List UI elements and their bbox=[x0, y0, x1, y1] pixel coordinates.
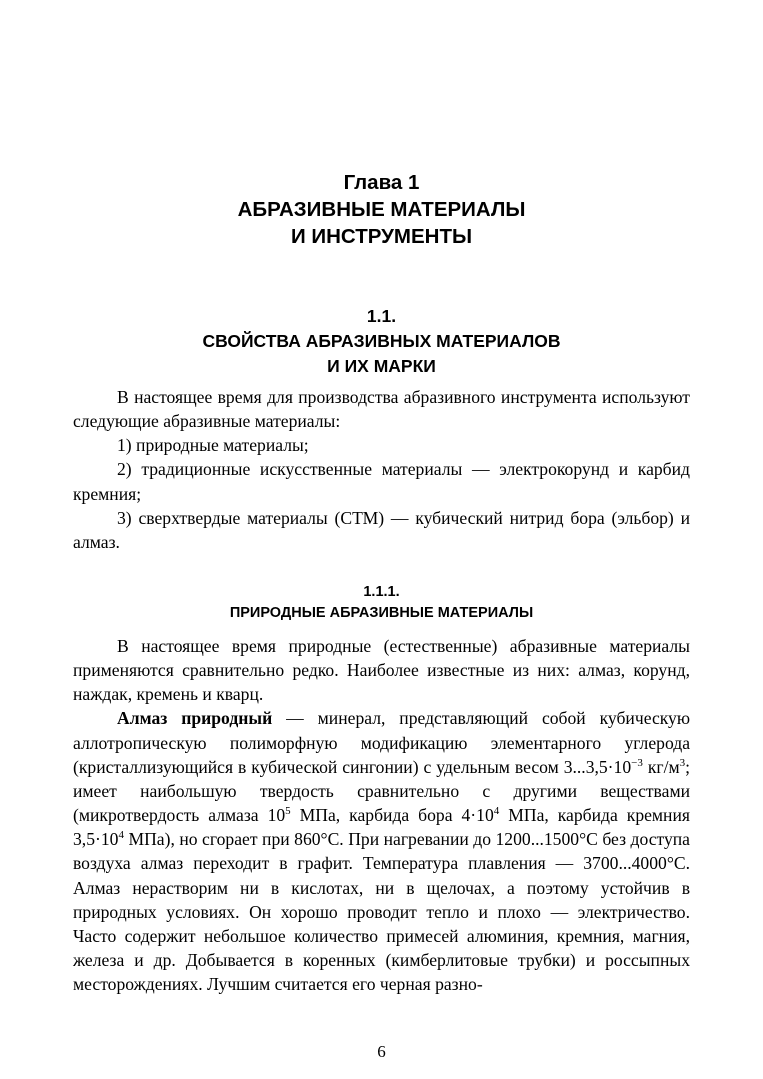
book-page bbox=[73, 0, 690, 1079]
subsection-heading bbox=[73, 582, 690, 624]
diamond-sup-4: 4 bbox=[493, 805, 500, 818]
intro-paragraph: В настоящее время для производства абразивного инструмента используют следующие абразивные материалы: bbox=[73, 387, 690, 432]
body-paragraph-diamond bbox=[73, 706, 690, 996]
diamond-text-1: — минерал, представляющий собой кубическую аллотропическую полиморфную модификацию элементарного углерода (кристаллизующийся в кубической сингонии) с удельным весом 3...3,5·10 bbox=[73, 708, 690, 777]
body-paragraph-natural-materials: В настоящее время природные (естественные) абразивные материалы применяются сравнительно редко. Наиболее известные из них: алмаз, корунд, наждак, кремень и кварц. bbox=[73, 636, 690, 705]
section-heading bbox=[73, 304, 690, 379]
section-number: 1.1. bbox=[366, 306, 397, 326]
page-number: 6 bbox=[377, 1042, 386, 1061]
list-item-traditional: 2) традиционные искусственные материалы — электрокорунд и карбид кремния; bbox=[73, 459, 690, 504]
intro-text bbox=[73, 385, 690, 554]
chapter-heading bbox=[73, 169, 690, 250]
list-item-superhard: 3) сверхтвердые материалы (СТМ) — кубический нитрид бора (эльбор) и алмаз. bbox=[73, 507, 690, 552]
section-title-line-2: И ИХ МАРКИ bbox=[327, 356, 436, 376]
diamond-sup-5: 4 bbox=[118, 829, 124, 842]
list-item-natural: 1) природные материалы; bbox=[117, 435, 309, 456]
chapter-label: Глава 1 bbox=[343, 171, 420, 194]
section-title-line-1: СВОЙСТВА АБРАЗИВНЫХ МАТЕРИАЛОВ bbox=[202, 331, 561, 351]
chapter-title-line-2: И ИНСТРУМЕНТЫ bbox=[290, 225, 473, 248]
chapter-title-line-1: АБРАЗИВНЫЕ МАТЕРИАЛЫ bbox=[237, 198, 526, 221]
diamond-term: Алмаз природный bbox=[117, 708, 273, 729]
subsection-title: ПРИРОДНЫЕ АБРАЗИВНЫЕ МАТЕРИАЛЫ bbox=[229, 605, 534, 621]
diamond-text-3: ; имеет наибольшую твердость сравнительно с другими веществами (микротвердость алмаза 10 bbox=[73, 756, 690, 826]
diamond-sup-1: −3 bbox=[631, 756, 643, 769]
diamond-text-4: МПа, карбида бора 4·10 bbox=[290, 805, 494, 826]
subsection-number: 1.1.1. bbox=[363, 584, 400, 600]
body-text bbox=[73, 634, 690, 996]
diamond-sup-3: 5 bbox=[285, 805, 291, 818]
diamond-sup-2: 3 bbox=[679, 756, 686, 769]
diamond-text-2: кг/м bbox=[642, 756, 680, 777]
diamond-text-5: МПа, карбида кремния 3,5·10 bbox=[73, 805, 690, 850]
diamond-text-6: МПа), но сгорает при 860°С. При нагревании до 1200...1500°С без доступа воздуха алмаз переходит в графит. Температура плавления — 3700...4000°С. Алмаз нерастворим ни в кислотах, ни в щелочах, а поэтому устойчив в природных условиях. Он хорошо проводит тепло и плохо — электричество. Часто содержит небольшое количество примесей алюминия, кремния, магния, железа и др. Добывается в коренных (кимберлитовые трубки) и россыпных месторождениях. Лучшим считается его черная разно- bbox=[73, 829, 690, 995]
